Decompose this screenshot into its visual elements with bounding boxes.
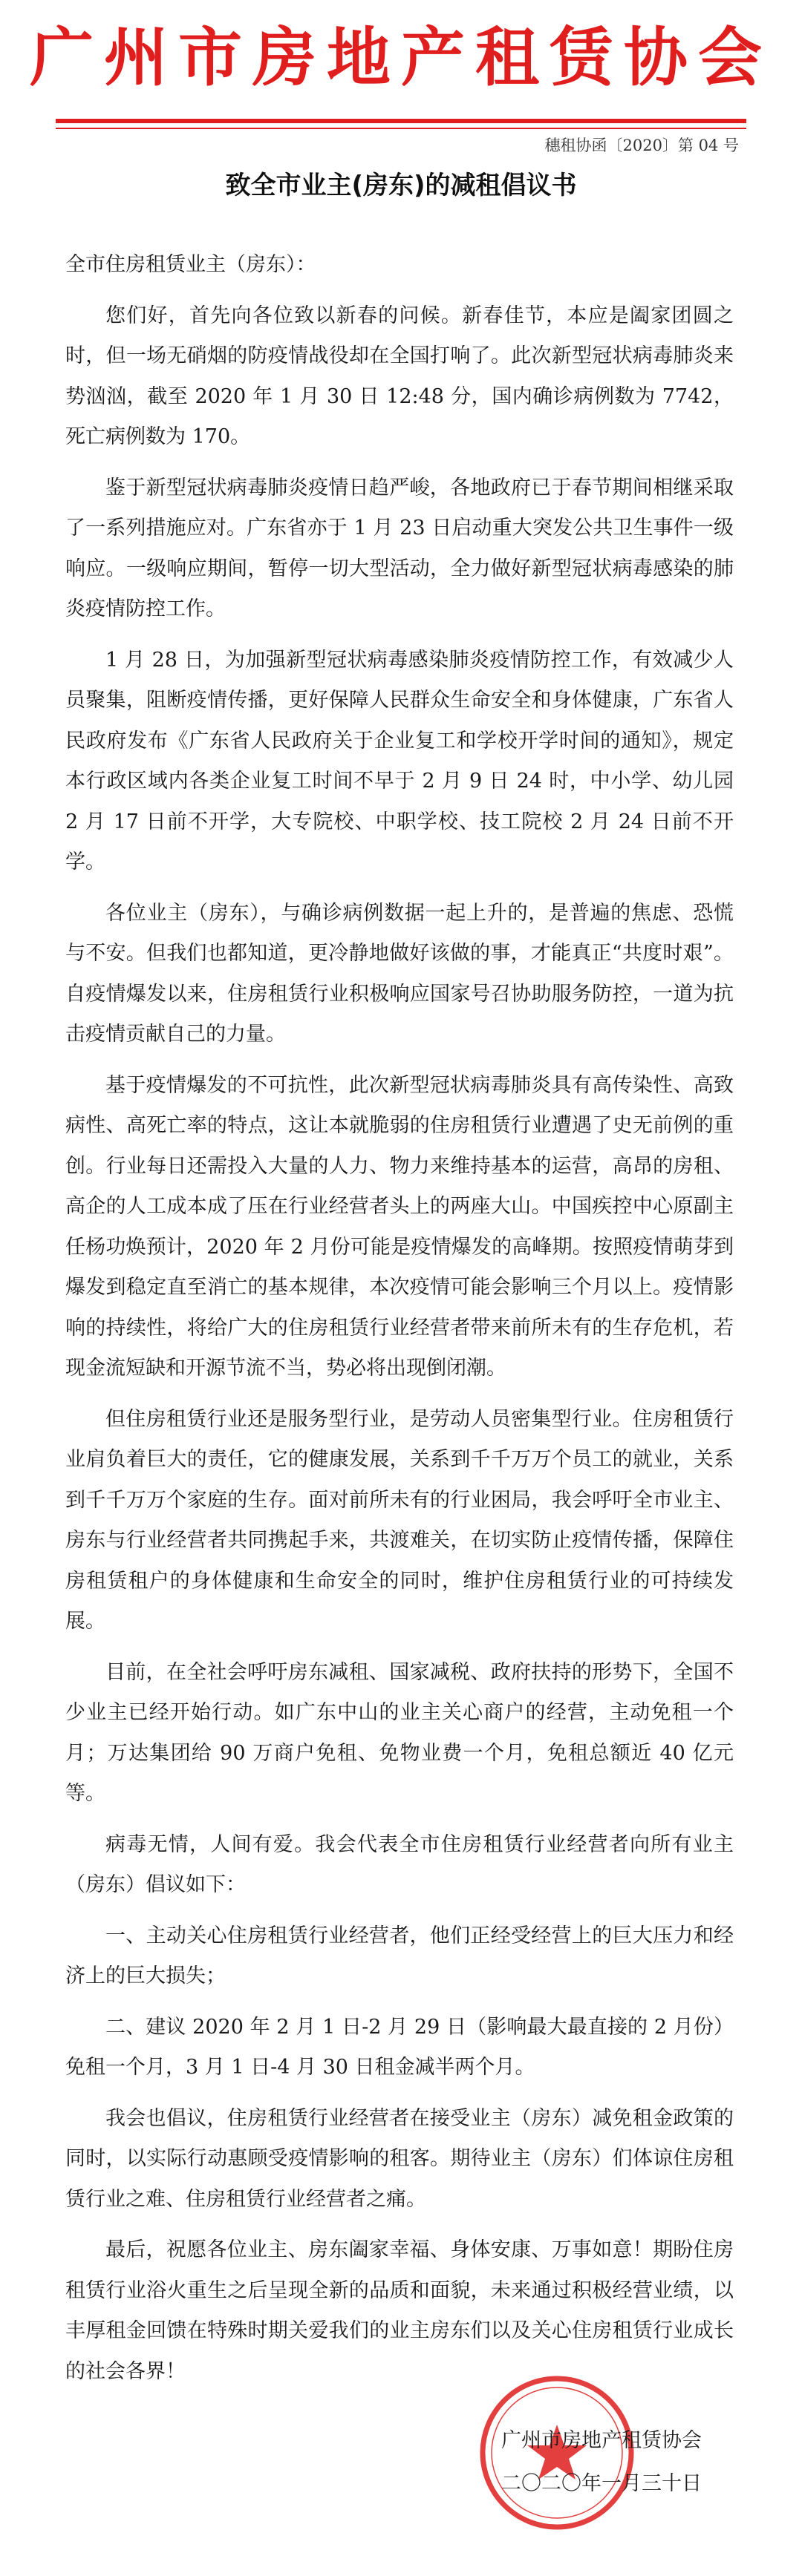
paragraph-8: 病毒无情，人间有爱。我会代表全市住房租赁行业经营者向所有业主（房东）倡议如下： — [65, 1832, 734, 1896]
salutation: 全市住房租赁业主（房东）： — [65, 253, 316, 276]
paragraph-7: 目前，在全社会呼吁房东减租、国家减税、政府扶持的形势下，全国不少业主已经开始行动。如广东中山的业主关心商户的经营，主动免租一个月；万达集团给 90 万商户免租、免物业费一个月，免租总额近 40 亿元等。 — [65, 1660, 734, 1805]
signature-date: 二〇二〇年一月三十日 — [501, 2472, 702, 2495]
document-number: 穗租协函〔2020〕第 04 号 — [544, 137, 739, 154]
letterhead-title: 广州市房地产租赁协会 — [30, 21, 772, 95]
paragraph-3: 1 月 28 日，为加强新型冠状病毒感染肺炎疫情防控工作，有效减少人员聚集，阻断疫情传播，更好保障人民群众生命安全和身体健康，广东省人民政府发布《广东省人民政府关于企业复工和学校开学时间的通知》，规定本行政区域内各类企业复工时间不早于 2 月 9 日 24 时，中小学、幼儿园 2 月 17 日前不开学，大专院校、中职学校、技工院校 2 月 24 日前不开学。 — [65, 648, 734, 874]
paragraph-12: 最后，祝愿各位业主、房东阖家幸福、身体安康、万事如意！期盼住房租赁行业浴火重生之后呈现全新的品质和面貌，未来通过积极经营业绩，以丰厚租金回馈在特殊时期关爱我们的业主房东们以及关心住房租赁行业成长的社会各界！ — [65, 2238, 734, 2383]
letter-body — [65, 245, 734, 2402]
letterhead-rule-thin — [56, 128, 746, 129]
paragraph-10: 二、建议 2020 年 2 月 1 日-2 月 29 日（影响最大最直接的 2 月份）免租一个月，3 月 1 日-4 月 30 日租金减半两个月。 — [65, 2015, 734, 2079]
paragraph-4: 各位业主（房东），与确诊病例数据一起上升的，是普遍的焦虑、恐慌与不安。但我们也都知道，更冷静地做好该做的事，才能真正“共度时艰”。自疫情爆发以来，住房租赁行业积极响应国家号召协助服务防控，一道为抗击疫情贡献自己的力量。 — [65, 901, 734, 1046]
paragraph-11: 我会也倡议，住房租赁行业经营者在接受业主（房东）减免租金政策的同时，以实际行动惠顾受疫情影响的租客。期待业主（房东）们体谅住房租赁行业之难、住房租赁行业经营者之痛。 — [65, 2106, 734, 2211]
signature-block — [446, 2419, 757, 2505]
signature-org: 广州市房地产租赁协会 — [501, 2429, 702, 2452]
paragraph-5: 基于疫情爆发的不可抗性，此次新型冠状病毒肺炎具有高传染性、高致病性、高死亡率的特点，这让本就脆弱的住房租赁行业遭遇了史无前例的重创。行业每日还需投入大量的人力、物力来维持基本的运营，高昂的房租、高企的人工成本成了压在行业经营者头上的两座大山。中国疾控中心原副主任杨功焕预计，2020 年 2 月份可能是疫情爆发的高峰期。按照疫情萌芽到爆发到稳定直至消亡的基本规律，本次疫情可能会影响三个月以上。疫情影响的持续性，将给广大的住房租赁行业经营者带来前所未有的生存危机，若现金流短缺和开源节流不当，势必将出现倒闭潮。 — [65, 1073, 734, 1380]
paragraph-9: 一、主动关心住房租赁行业经营者，他们正经受经营上的巨大压力和经济上的巨大损失； — [65, 1924, 734, 1987]
document-title: 致全市业主(房东)的减租倡议书 — [225, 171, 577, 200]
letterhead-rule-thick — [56, 119, 746, 123]
paragraph-6: 但住房租赁行业还是服务型行业，是劳动人员密集型行业。住房租赁行业肩负着巨大的责任，它的健康发展，关系到千千万万个员工的就业，关系到千千万万个家庭的生存。面对前所未有的行业困局，我会呼吁全市业主、房东与行业经营者共同携起手来，共渡难关，在切实防止疫情传播，保障住房租赁租户的身体健康和生命安全的同时，维护住房租赁行业的可持续发展。 — [65, 1407, 734, 1633]
paragraph-1: 您们好，首先向各位致以新春的问候。新春佳节，本应是阖家团圆之时，但一场无硝烟的防疫情战役却在全国打响了。此次新型冠状病毒肺炎来势汹汹，截至 2020 年 1 月 30 日 12:48 分，国内确诊病例数为 7742，死亡病例数为 170。 — [65, 304, 734, 448]
paragraph-2: 鉴于新型冠状病毒肺炎疫情日趋严峻，各地政府已于春节期间相继采取了一系列措施应对。广东省亦于 1 月 23 日启动重大突发公共卫生事件一级响应。一级响应期间，暂停一切大型活动，全力做好新型冠状病毒感染的肺炎疫情防控工作。 — [65, 476, 734, 620]
